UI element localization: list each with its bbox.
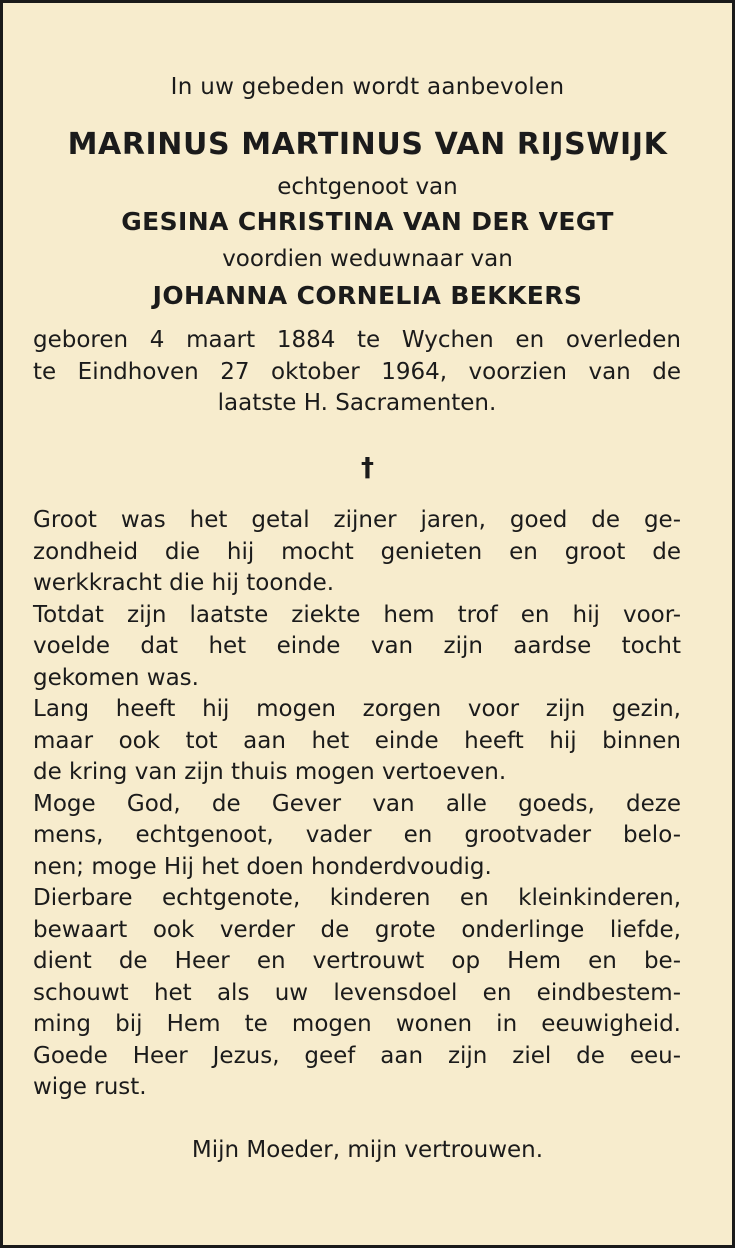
body-line: dient de Heer en vertrouwt op Hem en be- (33, 948, 681, 974)
body-line: Dierbare echtgenote, kinderen en kleinkinderen, (33, 885, 681, 911)
body-line: maar ook tot aan het einde heeft hij binnen (33, 727, 681, 754)
body-line: zondheid die hij mocht genieten en groot de (33, 538, 681, 565)
body-line: de kring van zijn thuis mogen vertoeven. (33, 759, 507, 785)
former-spouse-name: JOHANNA CORNELIA BEKKERS (152, 281, 583, 310)
body-line: mens, echtgenoot, vader en grootvader belo- (33, 822, 681, 848)
body-line: gekomen was. (33, 664, 199, 691)
biography-line: laatste H. Sacramenten. (217, 390, 497, 416)
body-line: nen; moge Hij het doen honderdvoudig. (33, 853, 492, 880)
body-line: Goede Heer Jezus, geef aan zijn ziel de eeu- (33, 1042, 681, 1069)
body-line: Totdat zijn laatste ziekte hem trof en hij voor- (33, 601, 681, 628)
body-line: wige rust. (33, 1074, 147, 1100)
body-line: voelde dat het einde van zijn aardse tocht (33, 633, 681, 659)
body-line: Moge God, de Gever van alle goeds, deze (33, 790, 681, 817)
body-line: schouwt het als uw levensdoel en eindbestem- (33, 979, 681, 1006)
biography-paragraph (33, 325, 681, 420)
body-line: ming bij Hem te mogen wonen in eeuwigheid. (33, 1011, 681, 1037)
relation-text-spouse: echtgenoot van (277, 174, 458, 200)
closing-prayer: Mijn Moeder, mijn vertrouwen. (191, 1137, 544, 1163)
intro-text: In uw gebeden wordt aanbevolen (170, 74, 565, 100)
body-line: Groot was het getal zijner jaren, goed de ge- (33, 507, 681, 533)
body-line: bewaart ook verder de grote onderlinge liefde, (33, 916, 681, 943)
body-line: Lang heeft hij mogen zorgen voor zijn gezin, (33, 696, 681, 722)
body-text (33, 505, 681, 1104)
biography-line: geboren 4 maart 1884 te Wychen en overleden (33, 327, 681, 353)
deceased-name: MARINUS MARTINUS VAN RIJSWIJK (67, 127, 668, 162)
biography-line: te Eindhoven 27 oktober 1964, voorzien van de (33, 358, 681, 385)
cross-icon: † (361, 453, 374, 483)
body-line: werkkracht die hij toonde. (33, 570, 335, 596)
relation-text-widower: voordien weduwnaar van (222, 246, 513, 272)
spouse-name: GESINA CHRISTINA VAN DER VEGT (121, 207, 614, 236)
